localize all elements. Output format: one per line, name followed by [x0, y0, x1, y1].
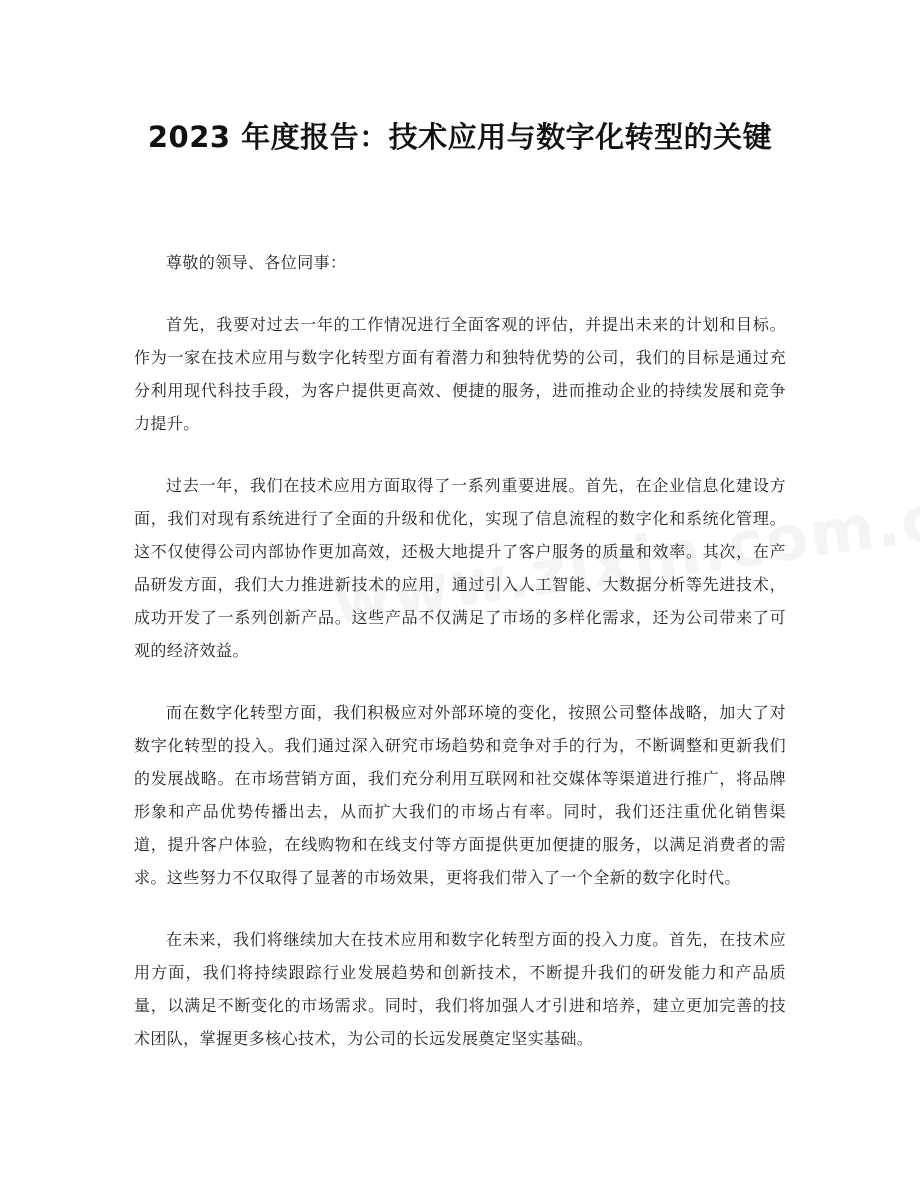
salutation: 尊敬的领导、各位同事： — [166, 253, 347, 272]
document-body — [134, 246, 786, 1084]
document-title: 2023 年度报告：技术应用与数字化转型的关键 — [147, 120, 773, 154]
paragraph-3: 而在数字化转型方面，我们积极应对外部环境的变化，按照公司整体战略，加大了对数字化转型的投入。我们通过深入研究市场趋势和竞争对手的行为，不断调整和更新我们的发展战略。在市场营销方面，我们充分利用互联网和社交媒体等渠道进行推广，将品牌形象和产品优势传播出去，从而扩大我们的市场占有率。同时，我们还注重优化销售渠道，提升客户体验，在线购物和在线支付等方面提供更加便捷的服务，以满足消费者的需求。这些努力不仅取得了显著的市场效果，更将我们带入了一个全新的数字化时代。 — [134, 703, 786, 887]
paragraph-1: 首先，我要对过去一年的工作情况进行全面客观的评估，并提出未来的计划和目标。作为一家在技术应用与数字化转型方面有着潜力和独特优势的公司，我们的目标是通过充分利用现代科技手段，为客户提供更高效、便捷的服务，进而推动企业的持续发展和竞争力提升。 — [134, 315, 786, 433]
paragraph-2: 过去一年，我们在技术应用方面取得了一系列重要进展。首先，在企业信息化建设方面，我们对现有系统进行了全面的升级和优化，实现了信息流程的数字化和系统化管理。这不仅使得公司内部协作更加高效，还极大地提升了客户服务的质量和效率。其次，在产品研发方面，我们大力推进新技术的应用，通过引入人工智能、大数据分析等先进技术，成功开发了一系列创新产品。这些产品不仅满足了市场的多样化需求，还为公司带来了可观的经济效益。 — [134, 476, 786, 660]
paragraph-4: 在未来，我们将继续加大在技术应用和数字化转型方面的投入力度。首先，在技术应用方面，我们将持续跟踪行业发展趋势和创新技术，不断提升我们的研发能力和产品质量，以满足不断变化的市场需求。同时，我们将加强人才引进和培养，建立更加完善的技术团队，掌握更多核心技术，为公司的长远发展奠定坚实基础。 — [134, 930, 786, 1048]
